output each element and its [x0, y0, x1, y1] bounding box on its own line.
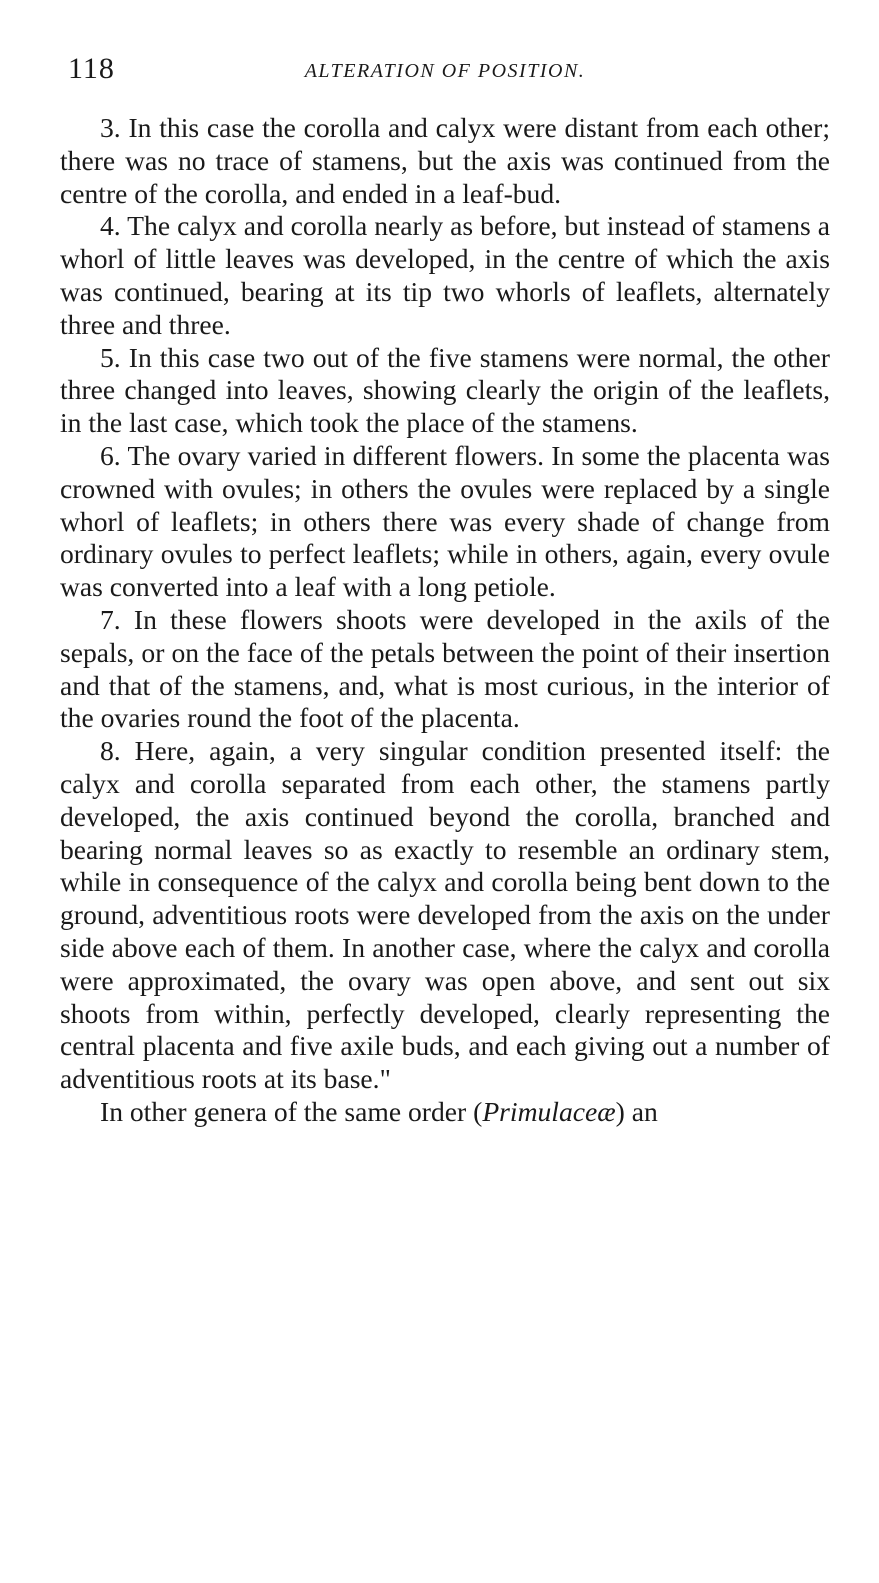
paragraph-8: 8. Here, again, a very singular condition presented itself: the calyx and corolla separated from each other, the stamens partly developed, the axis continued beyond the corolla, branched and bearing normal leaves so as exactly to resemble an ordinary stem, while in consequence of the calyx and corolla being bent down to the ground, adventitious roots were developed from the axis on the under side above each of them. In another case, where the calyx and corolla were approximated, the ovary was open above, and sent out six shoots from within, perfectly developed, clearly representing the central placenta and five axile buds, and each giving out a number of adventitious roots at its base.": [60, 735, 830, 1095]
paragraph-7: 7. In these flowers shoots were developed in the axils of the sepals, or on the face of the petals between the point of their insertion and that of the stamens, and, what is most curious, in the interior of the ovaries round the foot of the placenta.: [60, 603, 830, 734]
closing-text-after: ) an: [615, 1095, 658, 1127]
order-name-italic: Primulaceæ: [482, 1095, 616, 1127]
running-head: ALTERATION OF POSITION.: [304, 60, 586, 82]
body-text: [60, 112, 830, 1129]
paragraph-3: 3. In this case the corolla and calyx were distant from each other; there was no trace of stamens, but the axis was continued from the centre of the corolla, and ended in a leaf-bud.: [60, 112, 830, 209]
paragraph-5: 5. In this case two out of the five stamens were normal, the other three changed into leaves, showing clearly the origin of the leaflets, in the last case, which took the place of the stamens.: [60, 341, 830, 439]
paragraph-4: 4. The calyx and corolla nearly as before, but instead of stamens a whorl of little leaves was developed, in the centre of which the axis was continued, bearing at its tip two whorls of leaflets, alternately three and three.: [60, 210, 830, 340]
closing-text-before: In other genera of the same order (: [100, 1095, 483, 1127]
paragraph-6: 6. The ovary varied in different flowers. In some the placenta was crowned with ovules; in others the ovules were replaced by a single whorl of leaflets; in others there was every shade of change from ordinary ovules to perfect leaflets; while in others, again, every ovule was converted into a leaf with a long petiole.: [60, 439, 830, 603]
page-header: [60, 52, 830, 92]
page-number: 118: [68, 52, 115, 85]
closing-paragraph: [60, 1096, 830, 1129]
